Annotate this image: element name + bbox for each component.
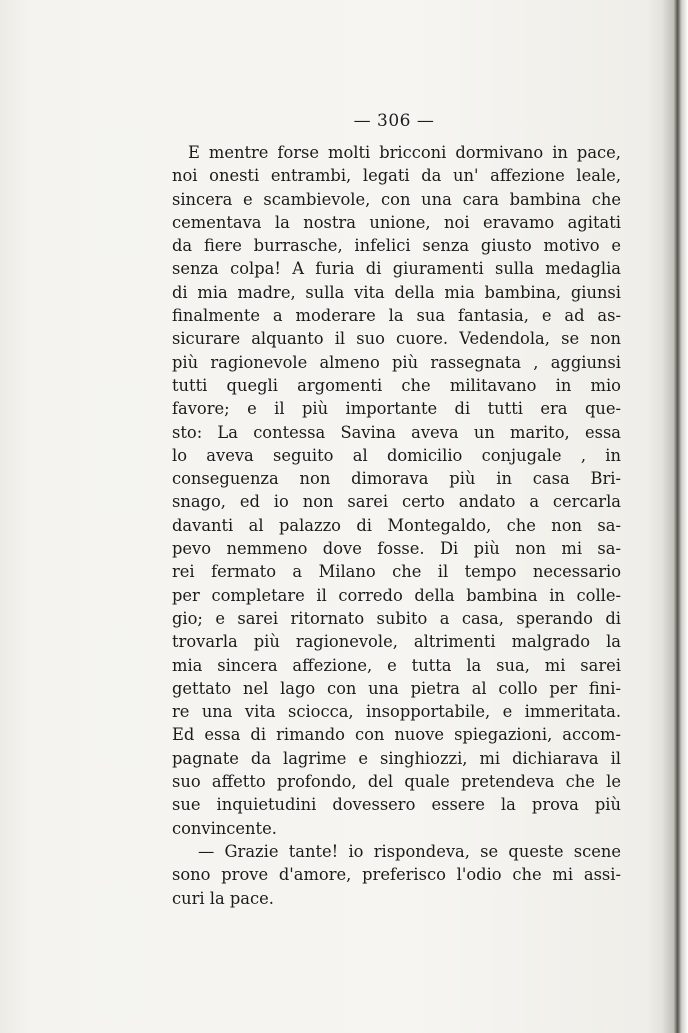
text-line: di mia madre, sulla vita della mia bambina, giunsi [172, 282, 621, 302]
text-line: lo aveva seguito al domicilio conjugale , in [172, 445, 621, 465]
text-line: Ed essa di rimando con nuove spiegazioni, accom- [172, 725, 621, 745]
text-line: gio; e sarei ritornato subito a casa, sperando di [172, 608, 621, 628]
text-line: finalmente a moderare la sua fantasia, e ad as- [172, 306, 621, 326]
text-line: rei fermato a Milano che il tempo necessario [172, 562, 621, 582]
text-line: snago, ed io non sarei certo andato a cercarla [172, 492, 621, 512]
text-line: sto: La contessa Savina aveva un marito, essa [172, 422, 621, 442]
text-line: conseguenza non dimorava più in casa Bri- [172, 469, 621, 489]
text-line: curi la pace. [172, 888, 274, 908]
page-edge-shadow [662, 0, 688, 1033]
text-line: E mentre forse molti bricconi dormivano in pace, [188, 143, 621, 162]
text-line: suo affetto profondo, del quale pretendeva che le [172, 772, 621, 792]
text-line: per completare il corredo della bambina in colle- [172, 585, 621, 605]
text-line: mia sincera affezione, e tutta la sua, mi sarei [172, 655, 621, 675]
text-line: sono prove d'amore, preferisco l'odio che mi assi- [172, 865, 621, 885]
text-line: pevo nemmeno dove fosse. Di più non mi sa- [172, 539, 621, 559]
text-line: sue inquietudini dovessero essere la prova più [172, 795, 621, 815]
text-line: re una vita sciocca, insopportabile, e immeritata. [172, 702, 621, 722]
text-line: — Grazie tante! io rispondeva, se queste scene [198, 841, 621, 861]
text-line: noi onesti entrambi, legati da un' affezione leale, [172, 166, 621, 186]
text-line: cementava la nostra unione, noi eravamo agitati [172, 212, 621, 232]
text-line: tutti quegli argomenti che militavano in mio [172, 375, 621, 395]
text-line: da fiere burrasche, infelici senza giusto motivo e [172, 236, 621, 256]
text-line: più ragionevole almeno più rassegnata , aggiunsi [172, 352, 621, 372]
text-line: convincente. [172, 818, 277, 838]
text-line: trovarla più ragionevole, altrimenti malgrado la [172, 632, 621, 652]
text-line: sincera e scambievole, con una cara bambina che [172, 189, 621, 209]
text-line: gettato nel lago con una pietra al collo per fini- [172, 678, 621, 698]
text-line: senza colpa! A furia di giuramenti sulla medaglia [172, 259, 621, 279]
body-text [172, 141, 621, 910]
text-line: davanti al palazzo di Montegaldo, che non sa- [172, 515, 621, 535]
page-number: — 306 — [353, 111, 435, 131]
text-line: sicurare alquanto il suo cuore. Vedendola, se non [172, 329, 621, 349]
text-line: pagnate da lagrime e singhiozzi, mi dichiarava il [172, 748, 621, 768]
text-line: favore; e il più importante di tutti era que- [172, 399, 621, 419]
